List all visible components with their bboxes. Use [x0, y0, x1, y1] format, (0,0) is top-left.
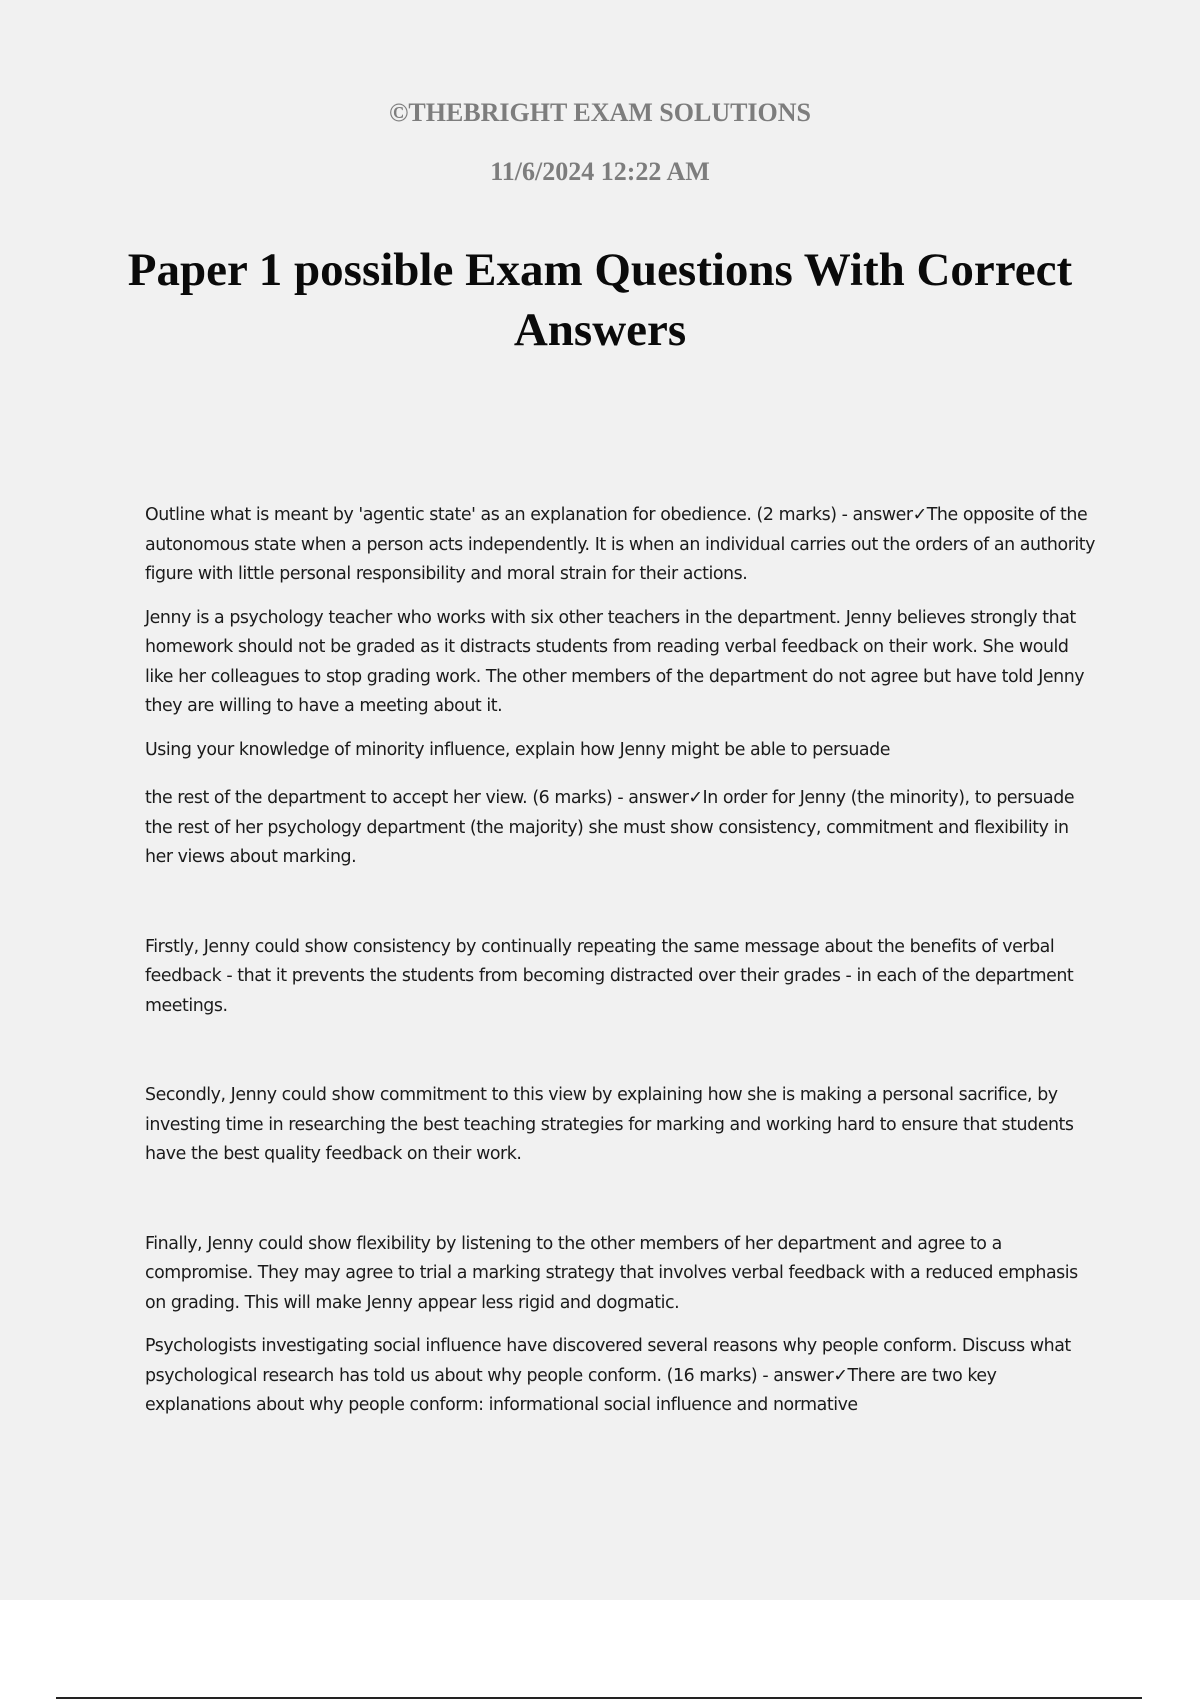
paragraph-flexibility: Finally, Jenny could show flexibility by listening to the other members of her department and agree to a compromise. They may agree to trial a marking strategy that involves verbal feedback with a reduced emphasis on grading. This will make Jenny appear less rigid and dogmatic.: [145, 1233, 1078, 1313]
paragraph-jenny-scenario: Jenny is a psychology teacher who works with six other teachers in the department. Jenny believes strongly that homework should not be graded as it distracts students from reading verbal feedback on their work. She would like her colleagues to stop grading work. The other members of the department do not agree but have told Jenny they are willing to have a meeting about it.: [145, 607, 1085, 716]
paragraph-agentic-state: Outline what is meant by 'agentic state' as an explanation for obedience. (2 marks) - answer✓The opposite of the autonomous state when a person acts independently. It is when an individual carries out the orders of an authority figure with little personal responsibility and moral strain for their actions.: [145, 505, 1095, 584]
paragraph-commitment: Secondly, Jenny could show commitment to this view by explaining how she is making a personal sacrifice, by investing time in researching the best teaching strategies for marking and working hard to ensure that students have the best quality feedback on their work.: [145, 1085, 1074, 1164]
bottom-rule: [56, 1697, 1142, 1699]
document-body: [145, 501, 1095, 1421]
paragraph-minority-question: Using your knowledge of minority influence, explain how Jenny might be able to persuade: [145, 739, 890, 760]
paragraph-conformity: Psychologists investigating social influence have discovered several reasons why people conform. Discuss what psychological research has told us about why people conform. (16 marks) - answer✓There are two key explanations about why people conform: informational social influence and normative: [145, 1336, 1071, 1415]
watermark-brand: ©THEBRIGHT EXAM SOLUTIONS: [388, 98, 812, 127]
document-title: Paper 1 possible Exam Questions With Correct Answers: [127, 244, 1073, 356]
watermark-date: 11/6/2024 12:22 AM: [490, 157, 710, 186]
paragraph-consistency: Firstly, Jenny could show consistency by continually repeating the same message about the benefits of verbal feedback - that it prevents the students from becoming distracted over their grades - in each of the department meetings.: [145, 936, 1074, 1016]
paragraph-minority-answer: the rest of the department to accept her view. (6 marks) - answer✓In order for Jenny (the minority), to persuade the rest of her psychology department (the majority) she must show consistency, commitment and flexibility in her views about marking.: [145, 788, 1075, 867]
